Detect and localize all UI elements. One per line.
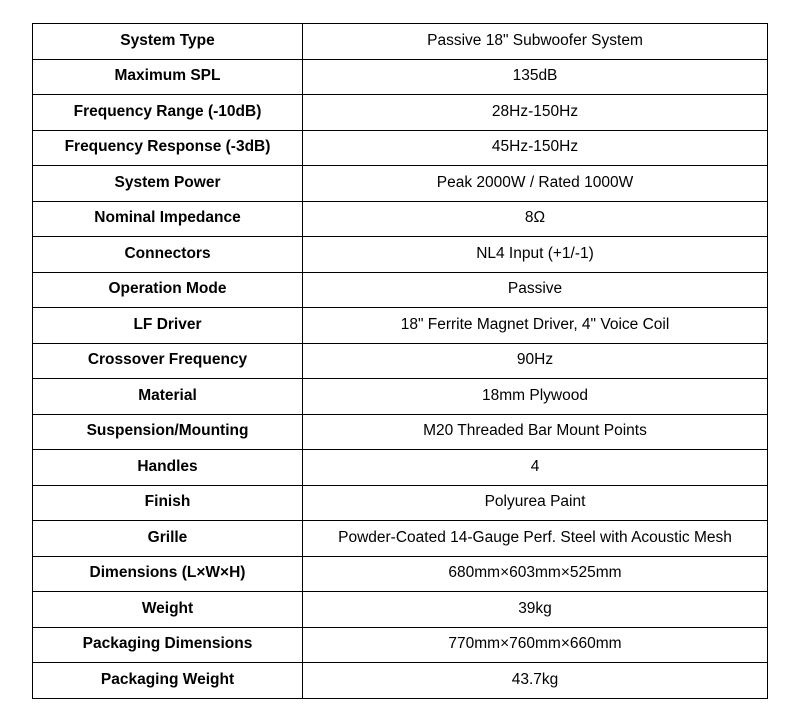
spec-value: 45Hz-150Hz	[303, 130, 768, 166]
table-row	[33, 201, 768, 237]
spec-label: Material	[33, 379, 303, 415]
spec-value: 90Hz	[303, 343, 768, 379]
spec-value: Peak 2000W / Rated 1000W	[303, 166, 768, 202]
table-row	[33, 663, 768, 699]
table-row	[33, 521, 768, 557]
spec-label: Finish	[33, 485, 303, 521]
spec-label: Connectors	[33, 237, 303, 273]
table-row	[33, 59, 768, 95]
table-row	[33, 450, 768, 486]
table-row	[33, 414, 768, 450]
table-row	[33, 24, 768, 60]
table-row	[33, 95, 768, 131]
spec-label: LF Driver	[33, 308, 303, 344]
table-row	[33, 592, 768, 628]
table-row	[33, 130, 768, 166]
table-row	[33, 237, 768, 273]
spec-label: Packaging Dimensions	[33, 627, 303, 663]
spec-label: Maximum SPL	[33, 59, 303, 95]
spec-value: 135dB	[303, 59, 768, 95]
spec-label: Dimensions (L×W×H)	[33, 556, 303, 592]
spec-label: Handles	[33, 450, 303, 486]
spec-label: Frequency Response (-3dB)	[33, 130, 303, 166]
table-row	[33, 343, 768, 379]
table-row	[33, 308, 768, 344]
table-row	[33, 379, 768, 415]
spec-value: 680mm×603mm×525mm	[303, 556, 768, 592]
spec-label: Nominal Impedance	[33, 201, 303, 237]
spec-table	[32, 23, 768, 699]
spec-label: System Type	[33, 24, 303, 60]
spec-label: System Power	[33, 166, 303, 202]
spec-value: M20 Threaded Bar Mount Points	[303, 414, 768, 450]
spec-label: Weight	[33, 592, 303, 628]
table-row	[33, 627, 768, 663]
spec-label: Operation Mode	[33, 272, 303, 308]
spec-label: Packaging Weight	[33, 663, 303, 699]
spec-value: Passive 18" Subwoofer System	[303, 24, 768, 60]
table-row	[33, 556, 768, 592]
spec-label: Suspension/Mounting	[33, 414, 303, 450]
spec-value: 4	[303, 450, 768, 486]
spec-label: Frequency Range (-10dB)	[33, 95, 303, 131]
spec-value: 39kg	[303, 592, 768, 628]
spec-value: Polyurea Paint	[303, 485, 768, 521]
table-row	[33, 485, 768, 521]
table-row	[33, 272, 768, 308]
spec-value: 770mm×760mm×660mm	[303, 627, 768, 663]
table-row	[33, 166, 768, 202]
spec-value: NL4 Input (+1/-1)	[303, 237, 768, 273]
spec-value: Powder-Coated 14-Gauge Perf. Steel with Acoustic Mesh	[303, 521, 768, 557]
spec-value: 8Ω	[303, 201, 768, 237]
spec-value: 18" Ferrite Magnet Driver, 4" Voice Coil	[303, 308, 768, 344]
spec-label: Crossover Frequency	[33, 343, 303, 379]
spec-value: Passive	[303, 272, 768, 308]
spec-value: 43.7kg	[303, 663, 768, 699]
spec-label: Grille	[33, 521, 303, 557]
spec-value: 18mm Plywood	[303, 379, 768, 415]
spec-value: 28Hz-150Hz	[303, 95, 768, 131]
spec-table-body	[33, 24, 768, 699]
